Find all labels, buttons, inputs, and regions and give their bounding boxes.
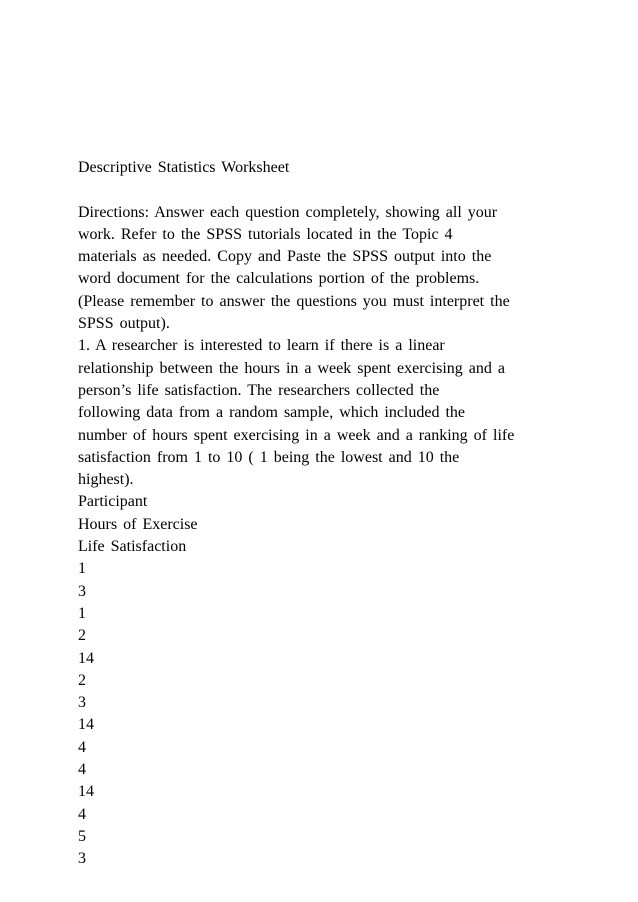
table-cell: 2 [78, 627, 86, 645]
question-line: following data from a random sample, which included the [78, 404, 466, 422]
blank-line [78, 179, 578, 201]
table-cell: 2 [78, 671, 86, 689]
directions-line: materials as needed. Copy and Paste the SPSS output into the [78, 248, 492, 266]
directions-line: (Please remember to answer the questions you must interpret the [78, 292, 510, 310]
directions-line: Directions: Answer each question completely, showing all your [78, 203, 498, 221]
question-line: person’s life satisfaction. The researchers collected the [78, 381, 440, 399]
question-line: number of hours spent exercising in a week and a ranking of life [78, 426, 515, 444]
directions-paragraph [78, 202, 578, 336]
data-table-text [78, 491, 578, 870]
worksheet-title: Descriptive Statistics Worksheet [78, 159, 290, 176]
table-cell: 3 [78, 850, 86, 868]
directions-line: work. Refer to the SPSS tutorials located in the Topic 4 [78, 225, 453, 243]
table-cell: 5 [78, 827, 86, 845]
table-cell: 14 [78, 649, 94, 667]
table-header: Life Satisfaction [78, 538, 187, 556]
table-header: Participant [78, 493, 148, 511]
table-cell: 1 [78, 560, 86, 578]
table-cell: 4 [78, 761, 86, 779]
table-cell: 4 [78, 738, 86, 756]
question-1-paragraph [78, 335, 578, 491]
table-cell: 14 [78, 716, 94, 734]
directions-line: SPSS output). [78, 315, 170, 333]
table-header: Hours of Exercise [78, 515, 198, 533]
table-cell: 3 [78, 582, 86, 600]
document-body [78, 157, 578, 871]
directions-line: word document for the calculations portion of the problems. [78, 270, 480, 288]
table-cell: 1 [78, 604, 86, 622]
question-line: 1. A researcher is interested to learn if there is a linear [78, 337, 445, 355]
question-line: satisfaction from 1 to 10 ( 1 being the lowest and 10 the [78, 448, 460, 466]
question-line: relationship between the hours in a week spent exercising and a [78, 359, 505, 377]
question-line: highest). [78, 471, 134, 489]
table-cell: 14 [78, 783, 94, 801]
table-cell: 4 [78, 805, 86, 823]
table-cell: 3 [78, 694, 86, 712]
